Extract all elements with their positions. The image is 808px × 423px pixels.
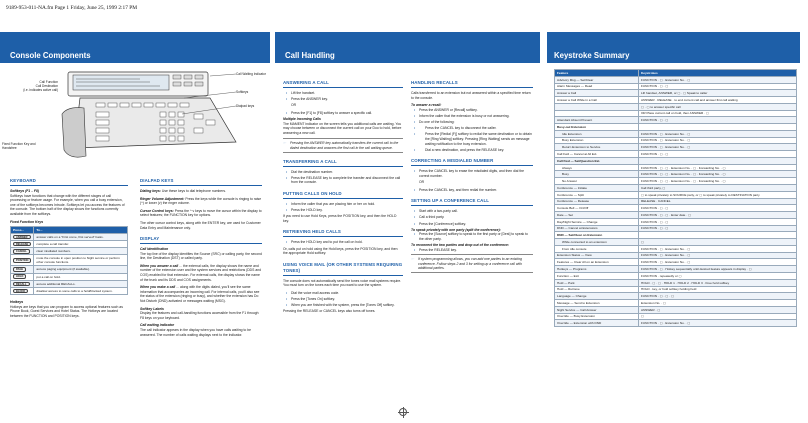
list-item: • Call a third party. <box>411 215 533 220</box>
table-row <box>555 171 797 178</box>
table-row <box>555 191 797 198</box>
keystroke-cell: FUNCTION · ▢ · Extension No. · ▢ <box>639 252 797 259</box>
recall-key: RECALL <box>13 282 30 287</box>
voice-mail-heading: USING VOICE MAIL (OR OTHER SYSTEMS REQUIRING TONES) <box>283 262 403 276</box>
dialpad-item-label: Cursor Control keys: <box>140 208 174 213</box>
list-item: • Inform the caller that you are placing him or her on hold. <box>283 202 403 207</box>
feature-cell: Features — Clear All on an Extension <box>555 259 639 266</box>
table-row <box>555 124 797 131</box>
table-header: Keystrokes <box>639 70 797 77</box>
callout-active-call: (i.e. indicates active call) <box>23 88 58 92</box>
display-item-text: The top line of the display identifies the Source (SRC) or calling party, the second line, the Destination (DST) or called party. <box>140 251 262 261</box>
answer-key: ANSWER <box>13 235 31 240</box>
dialpad-item <box>140 221 262 230</box>
list-item: • Dial the destination number. <box>283 170 403 175</box>
feature-cell: Message — Send to Extension <box>555 300 639 307</box>
list-item: • Press the [Redial (F)] softkey to redial the same destination or to obtain the [Ring Waiting] softkey. Pressing [Ring Waiting] sends an message waiting notification to the busy extension. <box>411 132 533 146</box>
table-row <box>555 259 797 266</box>
dialpad-item-label: Dialing keys: <box>140 188 161 193</box>
list-item: • Press the HOLD key and to put the call on hold. <box>283 240 403 245</box>
table-row <box>555 130 797 137</box>
table-row <box>555 306 797 313</box>
page-key: PAGE <box>13 267 26 272</box>
table-row <box>11 233 128 240</box>
list-item: • Press the [F1] to [F8] softkey to answer a specific call. <box>283 111 403 116</box>
console-components-panel <box>0 32 270 407</box>
feature-cell: Call Fwd — Set/Question Ext. <box>555 157 639 164</box>
softkeys-text: Softkeys have functions that change with the different stages of call processing or feature usage. For example, when you call a busy extension, one of the softkeys becomes Intrude. Softkeys let you access the features of the console. The bottom half of the display shows the functions currently available from the softkeys. <box>10 193 125 216</box>
list-or: OR <box>419 180 425 185</box>
panel-banner: Call Handling <box>275 32 540 63</box>
hotkeys-text: Hotkeys are keys that you can program to access optional features such as Phone Book, Guest Services and Hotel Status. The Hotkeys are located between the FUNCTION and POSITION keys. <box>10 304 123 318</box>
table-row <box>555 117 797 124</box>
retrieve-text: Or, calls put on hold using the Hold keys, press the POSITION key, and then the appropriate Hold softkey. <box>283 246 398 256</box>
feature-cell <box>555 103 639 110</box>
table-row <box>11 241 128 248</box>
console-right-column <box>140 172 262 340</box>
table-row <box>555 279 797 286</box>
feature-cell: Always <box>555 164 639 171</box>
display-item-label: Softkey Labels <box>140 306 164 311</box>
keystroke-cell: FUNCTION · ▢ · Extension No. · ▢ <box>639 76 797 83</box>
conference-subheading: To reconnect the two parties and drop out of the conference: <box>411 243 510 248</box>
list-item: • Dial the voice mail access code. <box>283 291 403 296</box>
feature-cell: DND — Set/Clear on Extension <box>555 232 639 239</box>
table-row <box>555 239 797 246</box>
keystroke-summary-panel <box>547 32 800 407</box>
keystroke-cell: FUNCTION · ▢ · Extension No. · ▢ <box>639 130 797 137</box>
feature-cell: While connected to an extension <box>555 239 639 246</box>
feature-cell: Conference — Initiate <box>555 185 639 192</box>
feature-cell: Hotkeys — Programs <box>555 266 639 273</box>
display-item-label: When you make a call <box>140 285 176 290</box>
fixed-keys-heading: Fixed Function Keys <box>10 219 44 224</box>
dialpad-heading: DIALPAD KEYS <box>140 178 262 186</box>
putting-text: If you need to use Hold Keys, press the POSITION key, and then the HOLD key. <box>283 214 397 223</box>
page-header: 9189-953-011-NA.fm Page 1 Friday, June 25, 1999 2:17 PM <box>6 5 138 11</box>
keystroke-table-wrap <box>554 69 797 327</box>
feature-cell: Attendant Absent Present <box>555 117 639 124</box>
console-illustration <box>60 70 250 165</box>
table-row <box>555 252 797 259</box>
position-key: POSITION <box>13 258 31 263</box>
keystroke-cell: FUNCTION · ▢ · Extension No. · ▢ <box>639 259 797 266</box>
table-row <box>555 225 797 232</box>
dialpad-item <box>140 197 262 206</box>
keystroke-cell: FUNCTION · ▢ · Extension No. · ▢ <box>639 320 797 327</box>
softkeys-heading: Softkeys (F1 – F8) <box>10 188 40 193</box>
multiple-calls-text: The MAMENT indicator on the screen tells you additional calls are waiting. You may choose between or disconnect the current call on your Doo to hold, before answering a new call. <box>283 121 402 135</box>
feature-cell: Date — Set <box>555 212 639 219</box>
keystroke-cell: ▢ to speak privately to SOURCE party, or ▢ to speak privately to DESTINATION party <box>639 191 797 198</box>
dialpad-item-text: Use these keys to dial telephone numbers. <box>161 188 226 193</box>
table-row <box>555 137 797 144</box>
multiple-calls-heading: Multiple Incoming Calls <box>283 117 321 122</box>
feature-cell: Idle Extension <box>555 130 639 137</box>
callout-call-destination: Call Destination <box>35 84 58 88</box>
table-header: Feature <box>555 70 639 77</box>
table-row <box>555 97 797 104</box>
keystroke-cell: FUNCTION · ▢ · ▢ <box>639 218 797 225</box>
feature-cell: Busy-out Extension <box>555 124 639 131</box>
keystroke-cell: RELEASE · CANCEL <box>639 198 797 205</box>
feature-cell: Extension Status — View <box>555 252 639 259</box>
callout-call-function: Call Function <box>39 80 58 84</box>
keystroke-cell: FUNCTION · ▢ · ▢ · Extension No. · ▢ · Forwarding No. · ▢ <box>639 178 797 185</box>
conference-heading: SETTING UP A CONFERENCE CALL <box>411 198 533 206</box>
keystroke-cell: FUNCTION · ▢ · Hotkey sequentially until desired feature appears in display · ▢ <box>639 266 797 273</box>
table-row <box>555 266 797 273</box>
dialpad-item <box>140 189 262 194</box>
list-item: • Start with a two-party call. <box>411 209 533 214</box>
table-row <box>555 272 797 279</box>
call-handling-left-column <box>283 74 403 317</box>
table-row <box>555 151 797 158</box>
putting-heading: PUTTING CALLS ON HOLD <box>283 191 403 199</box>
keystroke-cell: HOLD · key, or hold softkey holding held <box>639 286 797 293</box>
keystroke-cell: FUNCTION · ▢ · Extension No. · ▢ <box>639 137 797 144</box>
recalls-text: Calls transferred to an extension but not answered within a specified time return to the console. <box>411 90 531 100</box>
table-row <box>555 212 797 219</box>
list-item: • Press the ANSWER key. <box>283 97 403 102</box>
answering-heading: ANSWERING A CALL <box>283 80 403 88</box>
table-row <box>11 287 128 294</box>
keystroke-cell: ANSWER · ▢ <box>639 306 797 313</box>
callout-dialpad: Dialpad keys <box>236 104 255 108</box>
feature-cell: Override — Busy Extension <box>555 313 639 320</box>
list-item: • Press the CANCEL key to erase the misdialed digits, and then dial the correct number. <box>411 169 533 178</box>
cancel-key: CANCEL <box>13 249 30 254</box>
keystroke-cell: FUNCTION · ▢ · ▢ · Enter date · ▢ <box>639 212 797 219</box>
misdialed-heading: CORRECTING A MISDIALED NUMBER <box>411 158 533 166</box>
keystroke-cell: Lift handset, ANSWER, or ▢ · ▢ Speak to caller <box>639 90 797 97</box>
feature-cell: Advisory Msg — Set/Clear <box>555 76 639 83</box>
table-row <box>11 266 128 273</box>
feature-cell: Answer a Call While in a Call <box>555 97 639 104</box>
keystroke-cell: FUNCTION · ▢ · ▢ <box>639 117 797 124</box>
feature-cell: Answer a Call <box>555 90 639 97</box>
list-item: • Press the RELEASE key. <box>411 248 533 253</box>
dialpad-item-text: The other cursor control keys, along with the ENTER key, are used for Customer Data Entry and Maintenance only. <box>140 220 261 230</box>
call-handling-right-column <box>411 74 533 277</box>
keystroke-cell: FUNCTION · ▢ · ▢ · Extension No. · ▢ · Forwarding No. · ▢ <box>639 164 797 171</box>
table-cell: access paging equipment (if available). <box>34 266 128 273</box>
table-row <box>555 286 797 293</box>
table-row <box>555 90 797 97</box>
fixed-function-table <box>10 226 128 295</box>
table-header: Press... <box>11 227 34 234</box>
table-row <box>555 245 797 252</box>
keystroke-cell <box>639 157 797 164</box>
crop-target-mark <box>399 408 407 416</box>
table-row <box>555 144 797 151</box>
table-row <box>555 218 797 225</box>
table-row <box>555 198 797 205</box>
table-row <box>555 293 797 300</box>
keystroke-cell: FUNCTION · ▢ · ▢ <box>639 205 797 212</box>
hotkeys-heading: Hotkeys <box>10 300 24 305</box>
list-item: • When you are finished with the system, press the [Tones Off] softkey. <box>283 303 403 308</box>
keystroke-table <box>554 69 797 327</box>
feature-cell: Conference — Split <box>555 191 639 198</box>
feature-cell: Day/Night Service — Change <box>555 218 639 225</box>
table-row <box>555 313 797 320</box>
callout-call-waiting: Call Waiting Indicator <box>236 72 266 76</box>
keystroke-cell: FUNCTION · ▢ · Extension No. · ▢ <box>639 245 797 252</box>
table-cell: mute the console in open position to Night service or perform other console functions. <box>34 255 128 266</box>
call-handling-panel <box>275 32 540 407</box>
keystroke-cell: FUNCTION · ▢ · ▢ <box>639 83 797 90</box>
callout-softkeys: Softkeys <box>236 90 249 94</box>
display-item-label: Call Identification <box>140 247 169 252</box>
keystroke-cell: FUNCTION · ▢ · Extension No. · ▢ <box>639 144 797 151</box>
keystroke-cell: OR Place current call on hold, then ANSWER · ▢ <box>639 110 797 117</box>
feature-cell: No Answer <box>555 178 639 185</box>
feature-cell <box>555 110 639 117</box>
keystroke-cell: ▢ · ▢ to answer specific call <box>639 103 797 110</box>
callout-fixed-function: Fixed Function Key and Handsfree <box>2 142 36 151</box>
table-row <box>555 110 797 117</box>
panel-banner: Console Components <box>0 32 270 63</box>
feature-cell: Language — Change <box>555 293 639 300</box>
display-item-label: When you answer a call <box>140 263 179 268</box>
table-row <box>555 300 797 307</box>
hold-key: HOLD <box>13 274 26 279</box>
feature-cell: Override — Extension with DND <box>555 320 639 327</box>
list-item: • Lift the handset. <box>283 91 403 96</box>
conference-subheading: To speak privately with one party (split the conference): <box>411 227 501 232</box>
keystroke-cell <box>639 124 797 131</box>
feature-cell: Night Service — Call Answer <box>555 306 639 313</box>
display-item-text: ... along with the digits dialed, you'll see the same information that accompanies an incoming call. For internal calls, you'll also see the status of the extension (ringing or busy), and whether the extension has Do Not Disturb (DND) activated or messages waiting (MSG). <box>140 285 260 303</box>
list-item: • Press the [Conference] softkey. <box>411 222 533 227</box>
table-cell: clear misdialed numbers. <box>34 248 128 255</box>
display-item-text: ... the external calls, the display shows the name and number of the extension user and the system services and restrictions (DDS and COS) enabled for that extension. For external calls, the display shows the name of the trunk and its DDS and COS assignments. <box>140 263 261 282</box>
multiple-calls-note: ☞ Pressing the ANSWER key automatically transfers the current call to the dialed destination and answers the first call in the call waiting queue. <box>283 138 403 152</box>
feature-cell: From idle console <box>555 245 639 252</box>
display-item-text: The call indicator appears in the display when you have calls waiting to be answered. The number of calls waiting displays next to the indicator. <box>140 327 252 337</box>
display-item-label: Call waiting indicator <box>140 323 175 328</box>
keystroke-cell: ▢ <box>639 239 797 246</box>
feature-cell: Busy Extension <box>555 137 639 144</box>
keystroke-cell: Call third party, ▢ <box>639 185 797 192</box>
feature-cell: Busy <box>555 171 639 178</box>
table-row <box>555 232 797 239</box>
list-item: • Press the ANSWER or [Recall] softkey. <box>411 108 533 113</box>
conference-note: ☞ If system programming allows, you can add one parties to an existing conference. Follow steps 2 and 3 for setting up a conference call with additional parties. <box>411 254 533 273</box>
keyboard-heading: KEYBOARD <box>10 178 128 186</box>
table-row <box>555 185 797 192</box>
list-item: • Press the CANCEL key, and then redial the number. <box>411 188 533 193</box>
table-row <box>555 83 797 90</box>
table-row <box>555 178 797 185</box>
list-or: OR <box>291 103 297 108</box>
keystroke-cell: FUNCTION · ▢ · ▢ · Extension No. · ▢ · Forwarding No. · ▢ <box>639 171 797 178</box>
table-header: To... <box>34 227 128 234</box>
feature-cell: Console Bell — On/Off <box>555 205 639 212</box>
keystroke-cell: ANSWER · RELEASE · to end current call and answer first call waiting <box>639 97 797 104</box>
display-item-text: Display the features and call-handling functions accessible from the F1 through F8 keys on your keyboard. <box>140 311 259 320</box>
feature-cell: Hold — Retrieve <box>555 286 639 293</box>
table-row <box>555 103 797 110</box>
table-row <box>555 164 797 171</box>
keystroke-cell: FUNCTION · ▢ · ▢ <box>639 151 797 158</box>
dialpad-item-label: Ringer Volume Adjustment: <box>140 196 185 201</box>
table-cell: put a call on hold. <box>34 273 128 280</box>
list-item: • Do one of the following: <box>411 120 533 125</box>
feature-cell: Alarm Messages — Read <box>555 83 639 90</box>
display-heading: DISPLAY <box>140 236 262 244</box>
voice-mail-end: Pressing the RELEASE or CANCEL keys also turns off tones. <box>283 309 376 314</box>
dialpad-item-text: Press the ^ v keys to move the cursor within the display to select features; the FUNCTION key for options. <box>140 208 262 218</box>
table-cell: complete a call transfer. <box>34 241 128 248</box>
list-item: • Press the CANCEL key to disconnect the caller. <box>411 126 533 131</box>
voice-mail-text: The console does not automatically send the tones voice mail systems require. You must turn on the tones each time you want to use the system. <box>283 278 402 288</box>
recalls-subheading: To answer a recall: <box>411 103 442 108</box>
recalls-heading: HANDLING RECALLS <box>411 80 533 88</box>
dialpad-item <box>140 209 262 218</box>
table-cell: disallow access to some calls to a hold/blocked system. <box>34 287 128 294</box>
panel-banner: Keystroke Summary <box>547 32 800 63</box>
table-row <box>11 280 128 287</box>
keystroke-cell <box>639 232 797 239</box>
keystroke-cell: FUNCTION · ▢ · ▢ <box>639 225 797 232</box>
table-row <box>555 320 797 327</box>
table-row <box>11 273 128 280</box>
keystroke-cell: FUNCTION · repeatedly or ▢ <box>639 272 797 279</box>
list-item: • Press the [Source] softkey to speak to the first party or [Dest] to speak to the other party. <box>411 232 533 241</box>
feature-cell: Hold — Park <box>555 279 639 286</box>
console-left-column <box>10 172 128 321</box>
list-item: • Dial a new destination, and press the RELEASE key. <box>411 148 533 153</box>
block-key: BLOCK <box>13 289 28 294</box>
table-row <box>11 255 128 266</box>
table-row <box>11 248 128 255</box>
retrieve-heading: RETRIEVING HELD CALLS <box>283 229 403 237</box>
keystroke-cell: ▢ <box>639 313 797 320</box>
feature-cell: DND — Cancel at Extensions <box>555 225 639 232</box>
release-key: RELEASE <box>13 242 31 247</box>
feature-cell: Call Fwd — Cancel at All Ext. <box>555 151 639 158</box>
table-cell: access additional RECALLs. <box>34 280 128 287</box>
list-item: • Inform the caller that the extension is busy or not answering. <box>411 114 533 119</box>
keystroke-cell: FUNCTION · ▢ · ▢ · ▢ <box>639 293 797 300</box>
list-item: • Press the RELEASE key to complete the transfer and disconnect the call from the console. <box>283 176 403 185</box>
dialpad-item-text: Press the keys while the console is ringing to raise (^) or lower (v) the ringer volume. <box>140 196 262 206</box>
table-row <box>555 205 797 212</box>
transfer-heading: TRANSFERRING A CALL <box>283 159 403 167</box>
keystroke-cell: Extension No. · ▢ <box>639 300 797 307</box>
table-cell: answer calls on a "First come, first served" basis. <box>34 233 128 240</box>
list-item: • Press the HOLD key. <box>283 208 403 213</box>
keystroke-cell: HOLD · ▢ · ▢ · HOLD 1 · HOLD 2 · HOLD 3 · Free hold softkey <box>639 279 797 286</box>
table-row <box>555 157 797 164</box>
list-item: • Press the [Tones On] softkey. <box>283 297 403 302</box>
feature-cell: Return Extension to Service <box>555 144 639 151</box>
feature-cell: Function — Exit <box>555 272 639 279</box>
table-row <box>555 76 797 83</box>
feature-cell: Conference — Release <box>555 198 639 205</box>
